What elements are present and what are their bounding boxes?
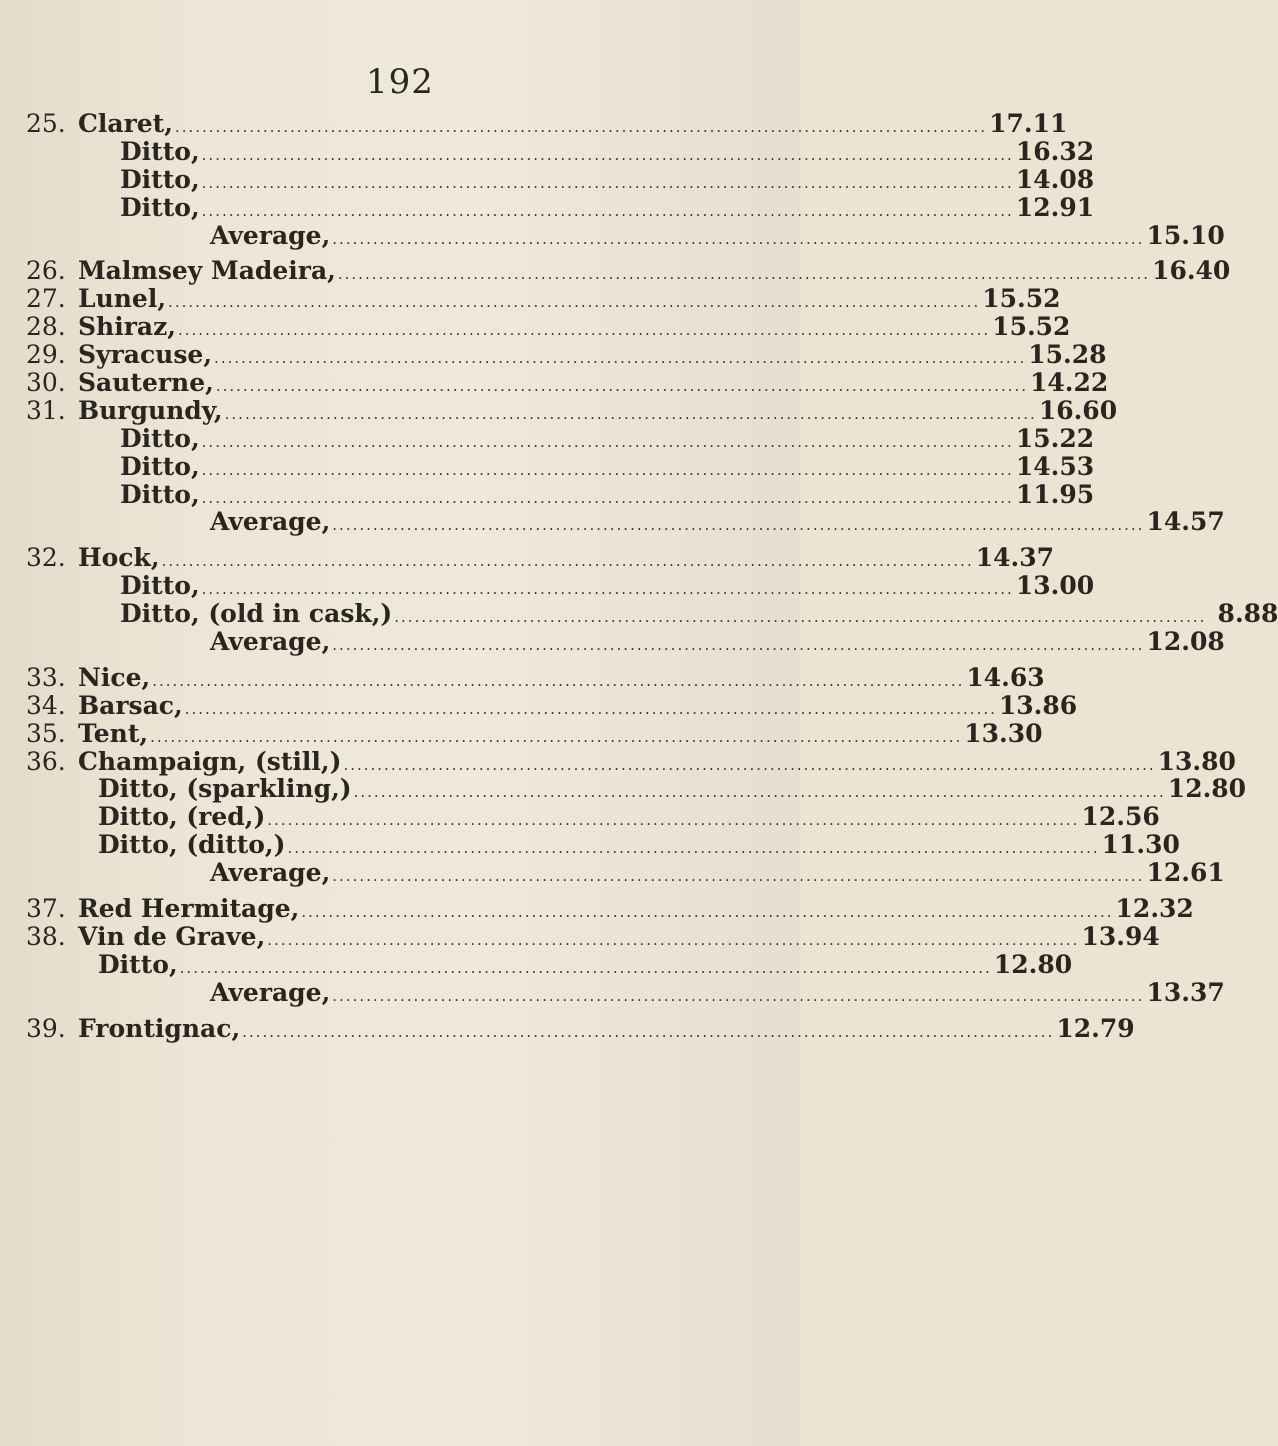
- alcohol-value: 14.57: [1146, 507, 1225, 537]
- alcohol-value: 16.40: [1152, 256, 1231, 286]
- wine-name: Average,: [210, 858, 331, 888]
- wine-name: Frontignac,: [78, 1013, 241, 1043]
- entry-number: 39.: [26, 1013, 66, 1043]
- wine-name: Malmsey Madeira,: [78, 256, 336, 286]
- table-row: [0, 479, 1095, 509]
- alcohol-value: 13.86: [998, 690, 1078, 720]
- wine-table: [0, 109, 1278, 1043]
- wine-name: Average,: [210, 220, 331, 250]
- wine-name: Average,: [210, 507, 331, 537]
- wine-name: Sauterne,: [78, 368, 214, 398]
- table-row: [0, 368, 1109, 398]
- alcohol-value: 15.28: [1028, 340, 1107, 370]
- entry-number: 25.: [26, 109, 66, 138]
- alcohol-value: 14.22: [1030, 368, 1109, 398]
- table-row: [0, 136, 1095, 166]
- wine-name: Nice,: [78, 662, 151, 692]
- alcohol-value: 16.60: [1038, 395, 1118, 425]
- alcohol-value: 14.37: [975, 543, 1055, 573]
- alcohol-value: 12.61: [1146, 858, 1225, 888]
- wine-name: Average,: [210, 627, 331, 657]
- alcohol-value: 11.30: [1101, 830, 1180, 860]
- alcohol-value: 17.11: [989, 109, 1068, 138]
- leader-dots: ........................................................................................................................: [201, 488, 1014, 507]
- table-row: [0, 395, 1118, 425]
- leader-dots: ........................................................................................................................: [337, 265, 1151, 284]
- leader-dots: ........................................................................................................................: [242, 1022, 1055, 1041]
- wine-name: Claret,: [78, 109, 173, 138]
- leader-dots: ........................................................................................................................: [201, 460, 1014, 479]
- wine-name: Syracuse,: [78, 340, 213, 370]
- wine-name: Ditto,: [120, 451, 200, 481]
- wine-name: Barsac,: [78, 690, 183, 720]
- table-row: [0, 192, 1095, 222]
- table-row: [0, 921, 1160, 951]
- table-row: [0, 164, 1095, 194]
- wine-name: Ditto,: [120, 571, 200, 601]
- table-row: [0, 977, 1225, 1007]
- alcohol-value: 12.80: [993, 949, 1073, 979]
- leader-dots: ........................................................................................................................: [201, 201, 1014, 220]
- entry-number: 37.: [26, 894, 66, 924]
- table-row: [0, 662, 1045, 692]
- entry-number: 33.: [26, 662, 66, 692]
- table-row: [0, 284, 1061, 314]
- entry-line: [210, 627, 1225, 660]
- leader-dots: ........................................................................................................................: [168, 293, 981, 312]
- table-row: [0, 627, 1225, 657]
- alcohol-value: 15.52: [982, 284, 1061, 314]
- entry-line: [210, 977, 1225, 1011]
- entry-number: 30.: [26, 368, 66, 398]
- leader-dots: ........................................................................................................................: [179, 958, 992, 977]
- wine-name: Ditto,: [120, 164, 200, 194]
- alcohol-value: 13.30: [964, 718, 1043, 748]
- alcohol-value: 16.32: [1015, 136, 1095, 166]
- leader-dots: ........................................................................................................................: [214, 349, 1027, 368]
- table-row: [0, 256, 1231, 286]
- alcohol-value: 8.88: [1217, 599, 1278, 629]
- alcohol-value: 15.22: [1015, 423, 1095, 453]
- alcohol-value: 15.10: [1146, 220, 1225, 250]
- leader-dots: ........................................................................................................................: [224, 404, 1037, 423]
- wine-name: Shiraz,: [78, 312, 176, 342]
- table-row: [0, 746, 1236, 776]
- wine-name: Ditto,: [120, 479, 200, 509]
- leader-dots: ........................................................................................................................: [174, 118, 988, 136]
- entry-number: 35.: [26, 718, 66, 748]
- wine-name: Tent,: [78, 718, 149, 748]
- entry-number: 29.: [26, 340, 66, 370]
- table-row: [0, 690, 1078, 720]
- entry-line: [78, 1013, 1135, 1047]
- table-row: [0, 774, 1247, 804]
- table-row: [0, 451, 1095, 481]
- alcohol-value: 12.91: [1015, 192, 1095, 222]
- table-row: [0, 543, 1055, 573]
- leader-dots: ........................................................................................................................: [267, 811, 1080, 830]
- leader-dots: ........................................................................................................................: [343, 755, 1156, 774]
- leader-dots: ........................................................................................................................: [201, 173, 1014, 192]
- table-row: [0, 1013, 1135, 1043]
- alcohol-value: 12.56: [1081, 802, 1160, 832]
- table-row: [0, 858, 1225, 888]
- entry-number: 36.: [26, 746, 66, 776]
- table-row: [0, 830, 1180, 860]
- wine-name: Ditto,: [120, 136, 200, 166]
- wine-name: Ditto, (ditto,): [98, 830, 286, 860]
- table-row: [0, 802, 1160, 832]
- alcohol-value: 14.08: [1015, 164, 1095, 194]
- alcohol-value: 12.80: [1167, 774, 1247, 804]
- wine-name: Ditto,: [98, 949, 178, 979]
- leader-dots: ........................................................................................................................: [215, 377, 1029, 396]
- leader-dots: ........................................................................................................................: [332, 229, 1145, 248]
- leader-dots: ........................................................................................................................: [301, 903, 1114, 922]
- alcohol-value: 13.94: [1081, 921, 1160, 951]
- table-row: [0, 109, 1068, 138]
- wine-name: Champaign, (still,): [78, 746, 342, 776]
- leader-dots: ........................................................................................................................: [394, 608, 1207, 627]
- leader-dots: ........................................................................................................................: [161, 552, 974, 571]
- wine-name: Ditto,: [120, 192, 200, 222]
- wine-name: Lunel,: [78, 284, 167, 314]
- leader-dots: ........................................................................................................................: [332, 986, 1145, 1005]
- table-row: [0, 599, 1278, 629]
- entry-number: 34.: [26, 690, 66, 720]
- leader-dots: ........................................................................................................................: [332, 516, 1145, 535]
- table-row: [0, 507, 1225, 537]
- alcohol-value: 13.00: [1015, 571, 1095, 601]
- alcohol-value: 13.37: [1146, 977, 1225, 1007]
- leader-dots: ........................................................................................................................: [150, 727, 963, 746]
- leader-dots: ........................................................................................................................: [267, 930, 1080, 949]
- entry-line: [210, 507, 1225, 540]
- table-row: [0, 718, 1043, 748]
- wine-name: Ditto, (old in cask,): [120, 599, 393, 629]
- leader-dots: ........................................................................................................................: [332, 636, 1145, 655]
- wine-name: Hock,: [78, 543, 160, 573]
- wine-name: Red Hermitage,: [78, 894, 300, 924]
- table-row: [0, 423, 1095, 453]
- entry-number: 32.: [26, 543, 66, 573]
- table-row: [0, 312, 1071, 342]
- table-row: [0, 894, 1194, 924]
- wine-name: Ditto,: [120, 423, 200, 453]
- alcohol-value: 13.80: [1157, 746, 1236, 776]
- leader-dots: ........................................................................................................................: [184, 699, 997, 718]
- alcohol-value: 12.08: [1146, 627, 1225, 657]
- alcohol-value: 15.52: [992, 312, 1071, 342]
- leader-dots: ........................................................................................................................: [201, 580, 1014, 599]
- entry-number: 26.: [26, 256, 66, 286]
- alcohol-value: 14.63: [966, 662, 1045, 692]
- leader-dots: ........................................................................................................................: [201, 145, 1014, 164]
- entry-number: 38.: [26, 921, 66, 951]
- leader-dots: ........................................................................................................................: [152, 671, 965, 690]
- entry-line: [210, 220, 1225, 254]
- table-row: [0, 340, 1107, 370]
- wine-name: Burgundy,: [78, 395, 223, 425]
- leader-dots: ........................................................................................................................: [178, 321, 991, 340]
- alcohol-value: 11.95: [1015, 479, 1095, 509]
- leader-dots: ........................................................................................................................: [201, 432, 1014, 451]
- leader-dots: ........................................................................................................................: [353, 783, 1166, 802]
- entry-line: [210, 858, 1225, 891]
- wine-name: Average,: [210, 977, 331, 1007]
- alcohol-value: 12.79: [1056, 1013, 1135, 1043]
- wine-name: Ditto, (sparkling,): [98, 774, 352, 804]
- alcohol-value: 12.32: [1115, 894, 1194, 924]
- entry-number: 31.: [26, 395, 66, 425]
- table-row: [0, 571, 1095, 601]
- leader-dots: ........................................................................................................................: [287, 839, 1100, 858]
- table-row: [0, 949, 1073, 979]
- alcohol-value: 14.53: [1015, 451, 1095, 481]
- table-row: [0, 220, 1225, 250]
- page-number: 192: [366, 62, 434, 102]
- wine-name: Ditto, (red,): [98, 802, 266, 832]
- entry-number: 27.: [26, 284, 66, 314]
- leader-dots: ........................................................................................................................: [332, 867, 1145, 886]
- wine-name: Vin de Grave,: [78, 921, 266, 951]
- entry-number: 28.: [26, 312, 66, 342]
